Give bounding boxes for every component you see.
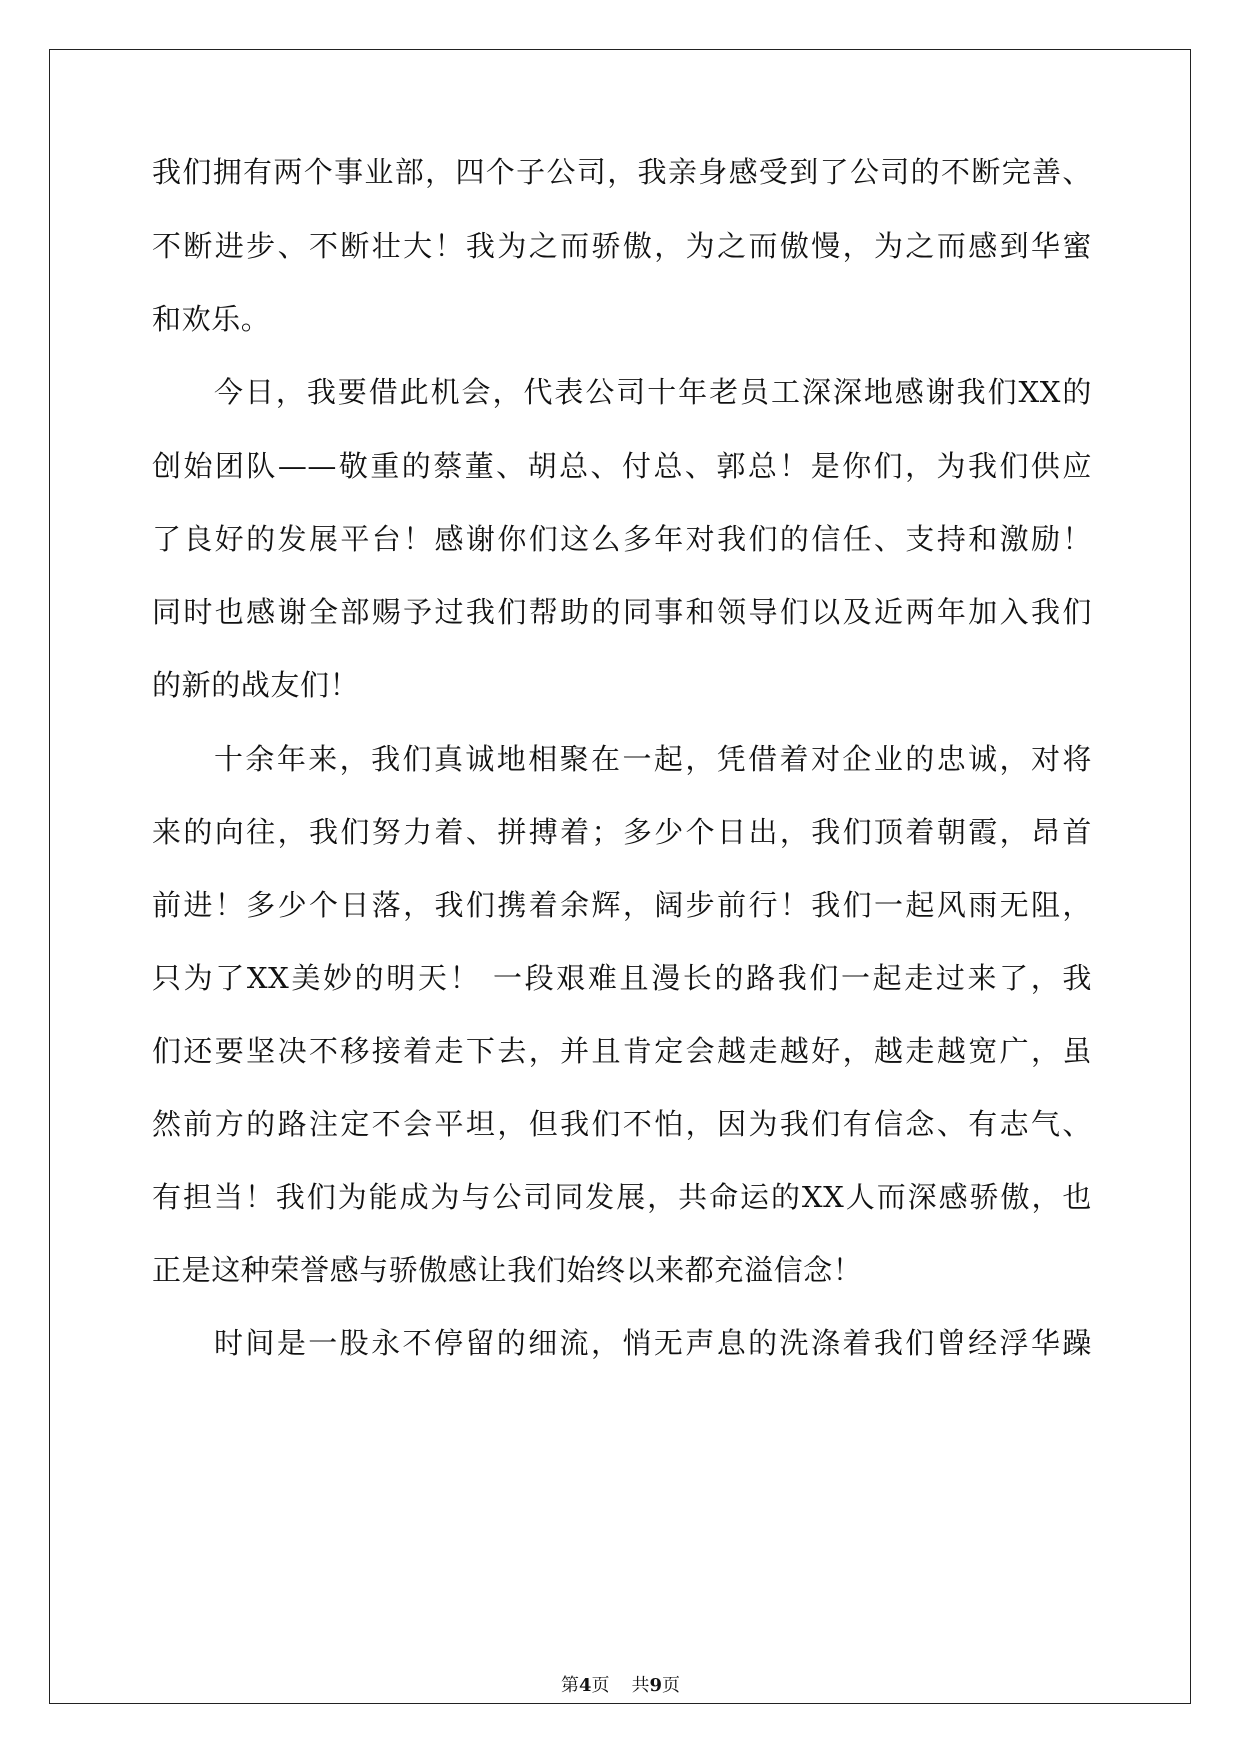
text-line: 创始团队——敬重的蔡董、胡总、付总、郭总！是你们，为我们供应 <box>152 449 1092 483</box>
paragraph-first-line: 今日，我要借此机会，代表公司十年老员工深深地感谢我们XX的 <box>214 375 1092 409</box>
text-line: 然前方的路注定不会平坦，但我们不怕，因为我们有信念、有志气、 <box>152 1107 1092 1141</box>
text-line: 不断进步、不断壮大！我为之而骄傲，为之而傲慢，为之而感到华蜜 <box>152 229 1092 263</box>
text-line: 只为了XX美妙的明天！ 一段艰难且漫长的路我们一起走过来了，我 <box>152 961 1092 995</box>
text-line: 和欢乐。 <box>152 302 271 336</box>
page-prefix: 第 <box>560 1675 579 1696</box>
text-line: 的新的战友们！ <box>152 668 360 702</box>
text-line: 们还要坚决不移接着走下去，并且肯定会越走越好，越走越宽广，虽 <box>152 1034 1092 1068</box>
total-suffix: 页 <box>662 1675 681 1696</box>
text-line: 正是这种荣誉感与骄傲感让我们始终以来都充溢信念！ <box>152 1253 863 1287</box>
text-line: 同时也感谢全部赐予过我们帮助的同事和领导们以及近两年加入我们 <box>152 595 1092 629</box>
paragraph-first-line: 十余年来，我们真诚地相聚在一起，凭借着对企业的忠诚，对将 <box>214 742 1092 776</box>
total-page-number: 9 <box>649 1675 663 1696</box>
text-line: 前进！多少个日落，我们携着余辉，阔步前行！我们一起风雨无阻， <box>152 888 1092 922</box>
text-line: 有担当！我们为能成为与公司同发展，共命运的XX人而深感骄傲，也 <box>152 1180 1092 1214</box>
paragraph-first-line: 时间是一股永不停留的细流，悄无声息的洗涤着我们曾经浮华躁 <box>214 1326 1092 1360</box>
page-label: 页 <box>591 1675 610 1696</box>
text-line: 来的向往，我们努力着、拼搏着；多少个日出，我们顶着朝霞，昂首 <box>152 815 1092 849</box>
total-prefix: 共 <box>631 1675 650 1696</box>
text-line: 了良好的发展平台！感谢你们这么多年对我们的信任、支持和激励！ <box>152 522 1092 556</box>
current-page-number: 4 <box>578 1675 592 1696</box>
page-footer <box>0 1674 1241 1698</box>
text-line: 我们拥有两个事业部，四个子公司，我亲身感受到了公司的不断完善、 <box>152 155 1092 189</box>
page-border <box>49 49 1191 1704</box>
